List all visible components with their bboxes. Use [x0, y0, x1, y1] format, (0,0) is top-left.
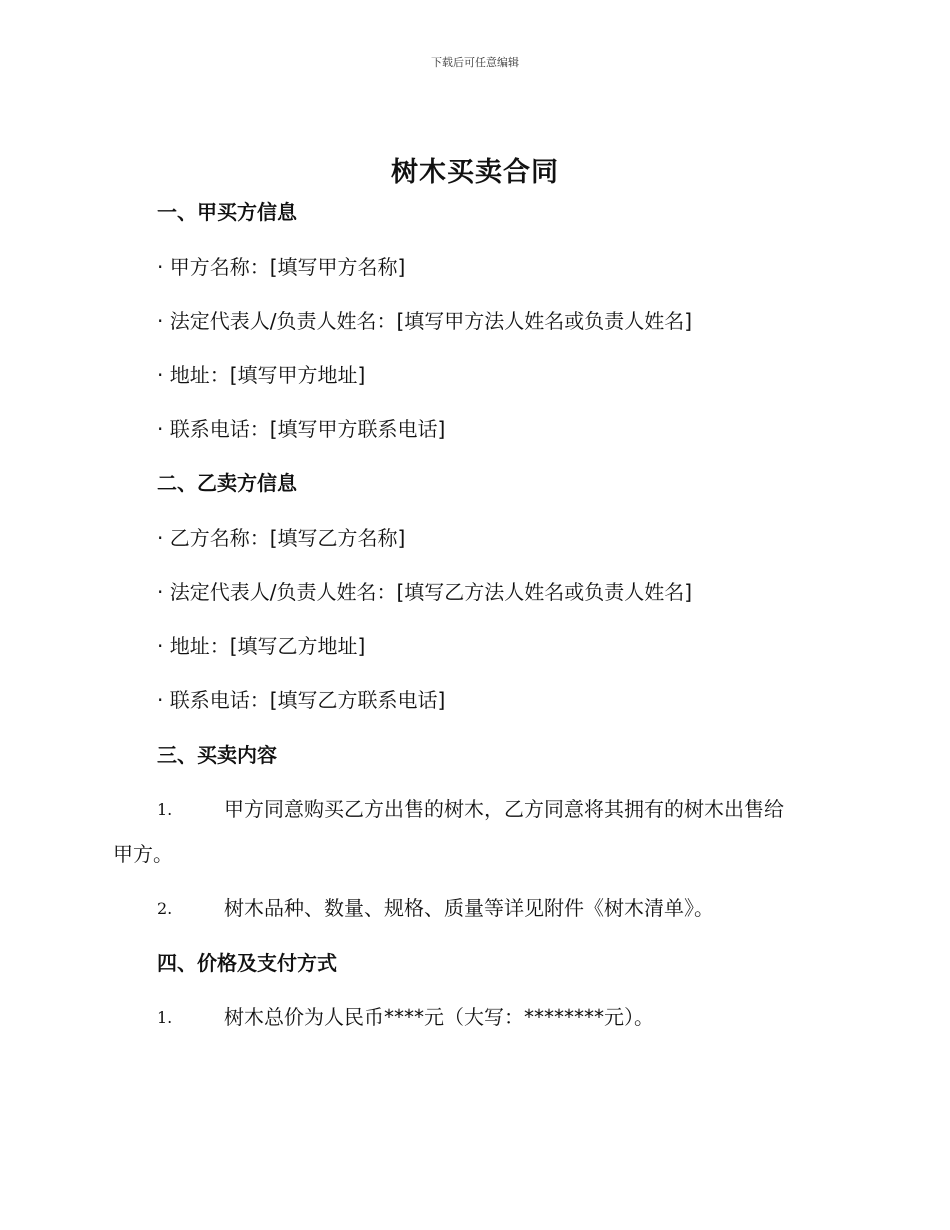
- contract-title: 树木买卖合同: [391, 157, 559, 188]
- seller-name-line: · 乙方名称：[填写乙方名称]: [157, 526, 406, 550]
- list-number: 2.: [157, 899, 173, 918]
- seller-representative-line: · 法定代表人/负责人姓名：[填写乙方法人姓名或负责人姓名]: [157, 580, 693, 604]
- price-item-1: 树木总价为人民币****元（大写：********元）。: [224, 1005, 654, 1029]
- content-item-1: 甲方同意购买乙方出售的树木，乙方同意将其拥有的树木出售给: [224, 797, 784, 821]
- list-number: 1.: [157, 1008, 173, 1027]
- section-heading-price: 四、价格及支付方式: [157, 951, 337, 975]
- buyer-phone-line: · 联系电话：[填写甲方联系电话]: [157, 417, 446, 441]
- section-heading-seller: 二、乙卖方信息: [157, 471, 297, 495]
- list-number: 1.: [157, 800, 173, 819]
- buyer-representative-line: · 法定代表人/负责人姓名：[填写甲方法人姓名或负责人姓名]: [157, 309, 693, 333]
- seller-address-line: · 地址：[填写乙方地址]: [157, 634, 366, 658]
- buyer-name-line: · 甲方名称：[填写甲方名称]: [157, 255, 406, 279]
- content-item-1-continuation: 甲方。: [113, 842, 173, 866]
- buyer-address-line: · 地址：[填写甲方地址]: [157, 363, 366, 387]
- content-item-2: 树木品种、数量、规格、质量等详见附件《树木清单》。: [224, 896, 714, 920]
- section-heading-content: 三、买卖内容: [157, 743, 277, 767]
- seller-phone-line: · 联系电话：[填写乙方联系电话]: [157, 688, 446, 712]
- section-heading-buyer: 一、甲买方信息: [157, 200, 297, 224]
- header-note: 下载后可任意编辑: [431, 56, 519, 69]
